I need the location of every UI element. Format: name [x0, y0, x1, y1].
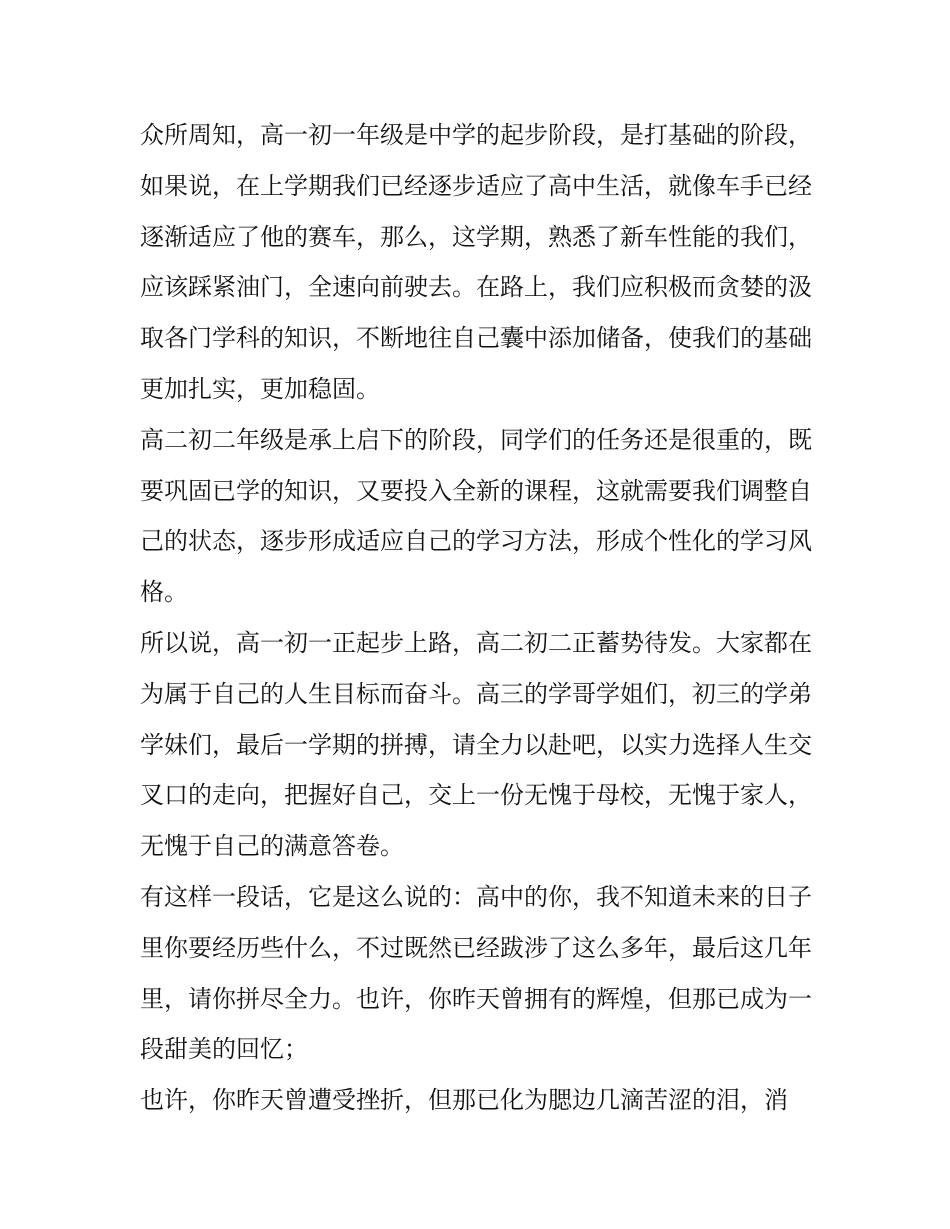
paragraph-2: 高二初二年级是承上启下的阶段，同学们的任务还是很重的，既要巩固已学的知识，又要投入全新的课程，这就需要我们调整自己的状态，逐步形成适应自己的学习方法，形成个性化的学习风格。	[140, 425, 812, 607]
paragraph-4: 有这样一段话，它是这么说的：高中的你，我不知道未来的日子里你要经历些什么，不过既然已经跋涉了这么多年，最后这几年里，请你拼尽全力。也许，你昨天曾拥有的辉煌，但那已成为一段甜美的回忆；	[140, 882, 812, 1064]
paragraph-1: 众所周知，高一初一年级是中学的起步阶段，是打基础的阶段，如果说，在上学期我们已经逐步适应了高中生活，就像车手已经逐渐适应了他的赛车，那么，这学期，熟悉了新车性能的我们，应该踩紧油门，全速向前驶去。在路上，我们应积极而贪婪的汲取各门学科的知识，不断地往自己囊中添加储备，使我们的基础更加扎实，更加稳固。	[140, 121, 812, 403]
paragraph-5: 也许，你昨天曾遭受挫折，但那已化为腮边几滴苦涩的泪，消	[140, 1086, 788, 1115]
paragraph-3: 所以说，高一初一正起步上路，高二初二正蓄势待发。大家都在为属于自己的人生目标而奋斗。高三的学哥学姐们，初三的学弟学妹们，最后一学期的拼搏，请全力以赴吧，以实力选择人生交叉口的走向，把握好自己，交上一份无愧于母校，无愧于家人，无愧于自己的满意答卷。	[140, 628, 812, 861]
document-body	[140, 110, 812, 1126]
